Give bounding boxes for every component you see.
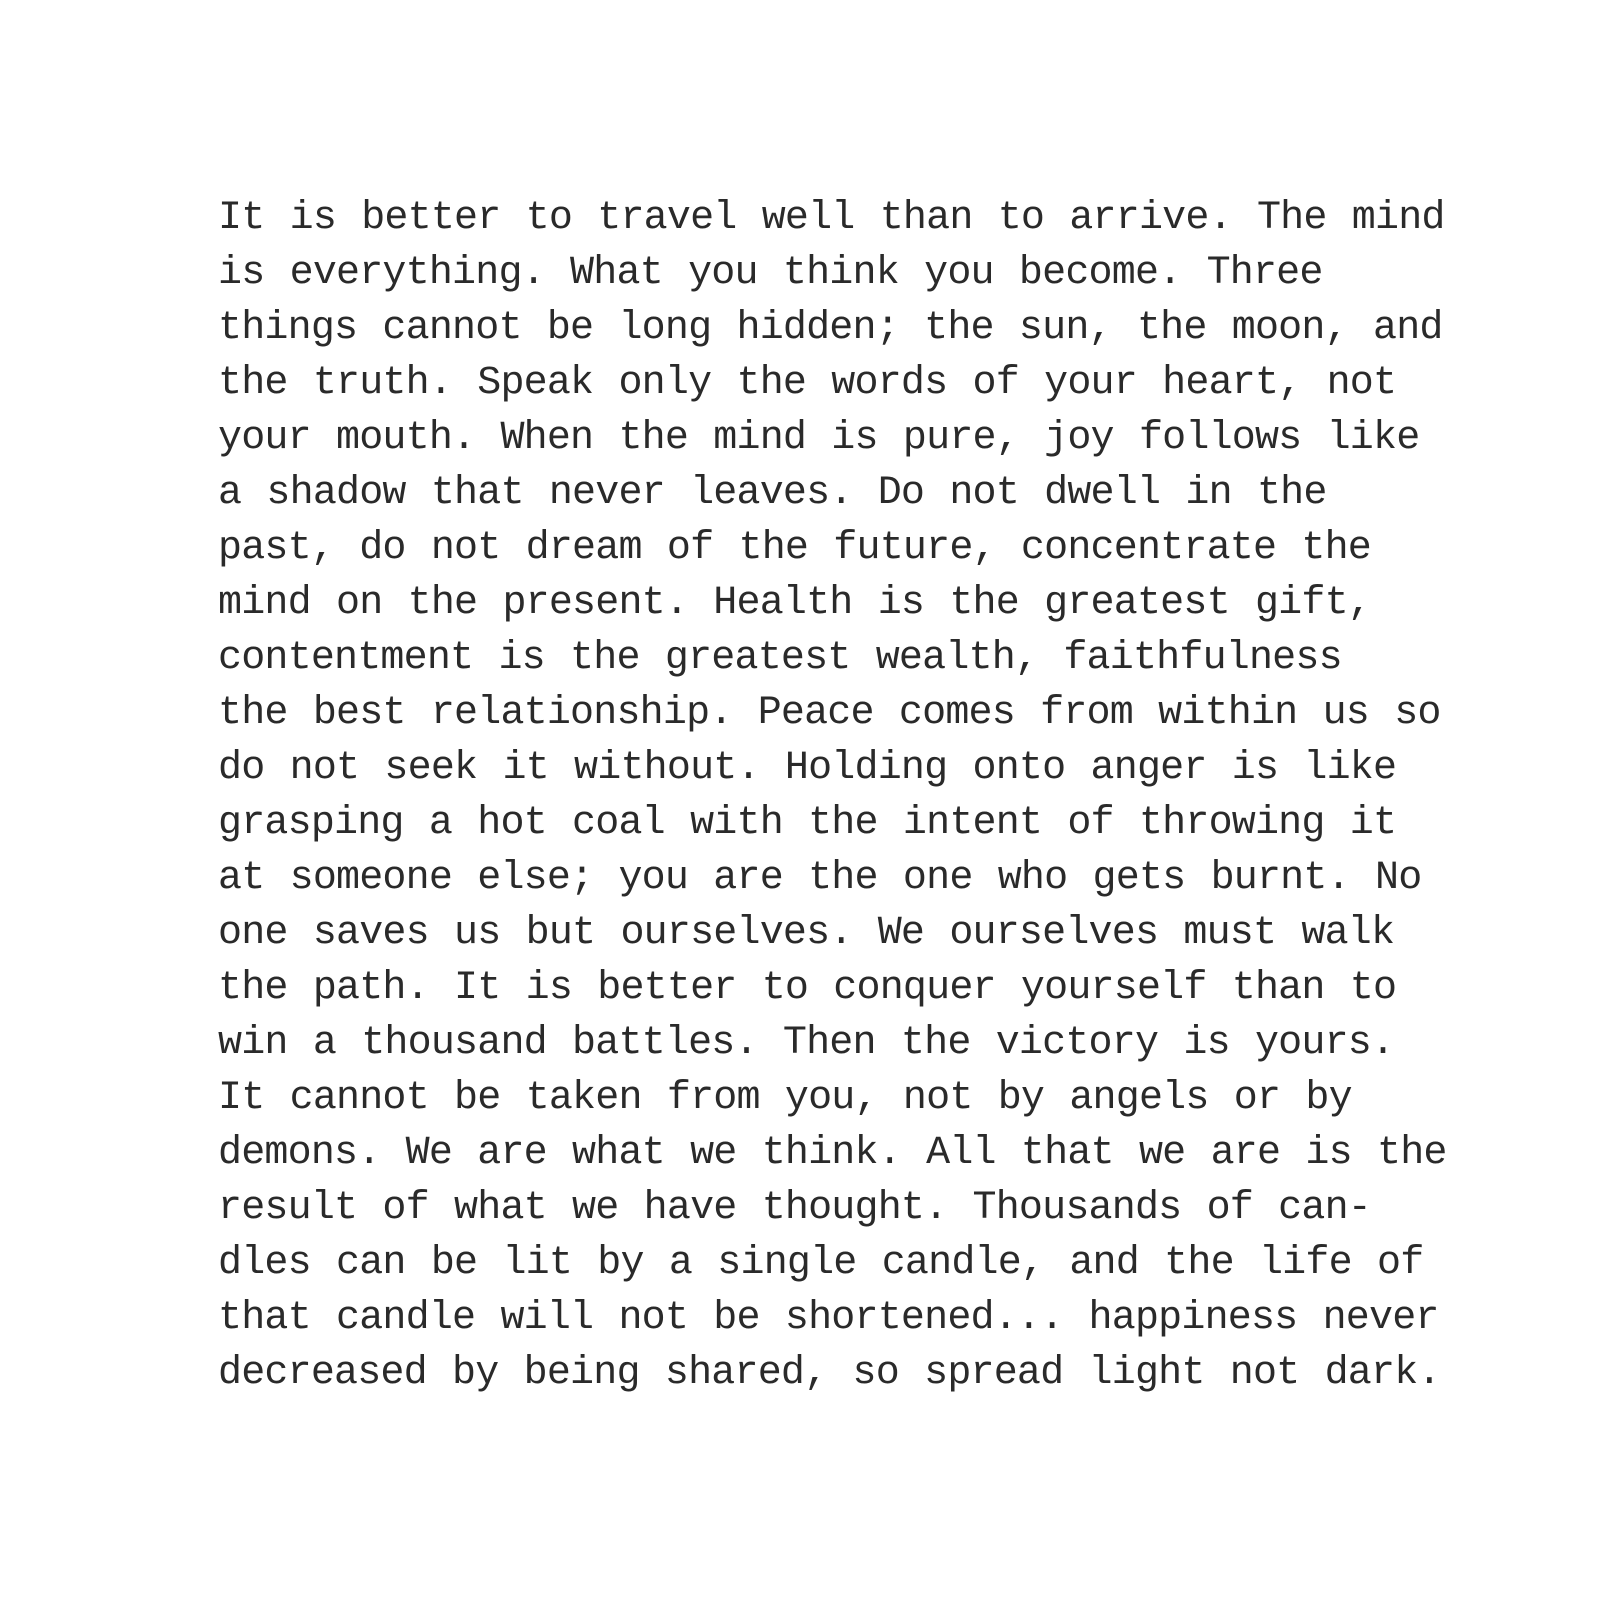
text-line: is everything. What you think you become. Three [218,251,1323,296]
quote-text-block [218,191,1447,1401]
text-line: decreased by being shared, so spread light not dark. [218,1351,1441,1396]
text-line: dles can be lit by a single candle, and the life of [218,1241,1424,1286]
text-line: win a thousand battles. Then the victory is yours. [218,1021,1395,1066]
text-line: grasping a hot coal with the intent of throwing it [218,801,1397,846]
text-line: It cannot be taken from you, not by angels or by [218,1076,1352,1121]
text-line: do not seek it without. Holding onto anger is like [218,746,1397,791]
text-line: contentment is the greatest wealth, faithfulness [218,636,1342,681]
text-line: at someone else; you are the one who gets burnt. No [218,856,1422,901]
text-line: the path. It is better to conquer yourself than to [218,966,1397,1011]
text-line: result of what we have thought. Thousands of can- [218,1186,1371,1231]
text-line: a shadow that never leaves. Do not dwell in the [218,471,1327,516]
text-line: It is better to travel well than to arrive. The mind [218,196,1445,241]
text-line: things cannot be long hidden; the sun, the moon, and [218,306,1443,351]
text-line: your mouth. When the mind is pure, joy follows like [218,416,1420,461]
text-line: that candle will not be shortened... happiness never [218,1296,1439,1341]
text-line: the truth. Speak only the words of your heart, not [218,361,1397,406]
text-line: past, do not dream of the future, concentrate the [218,526,1371,571]
text-line: demons. We are what we think. All that we are is the [218,1131,1447,1176]
text-line: one saves us but ourselves. We ourselves must walk [218,911,1395,956]
text-line: the best relationship. Peace comes from within us so [218,691,1441,736]
text-line: mind on the present. Health is the greatest gift, [218,581,1371,626]
